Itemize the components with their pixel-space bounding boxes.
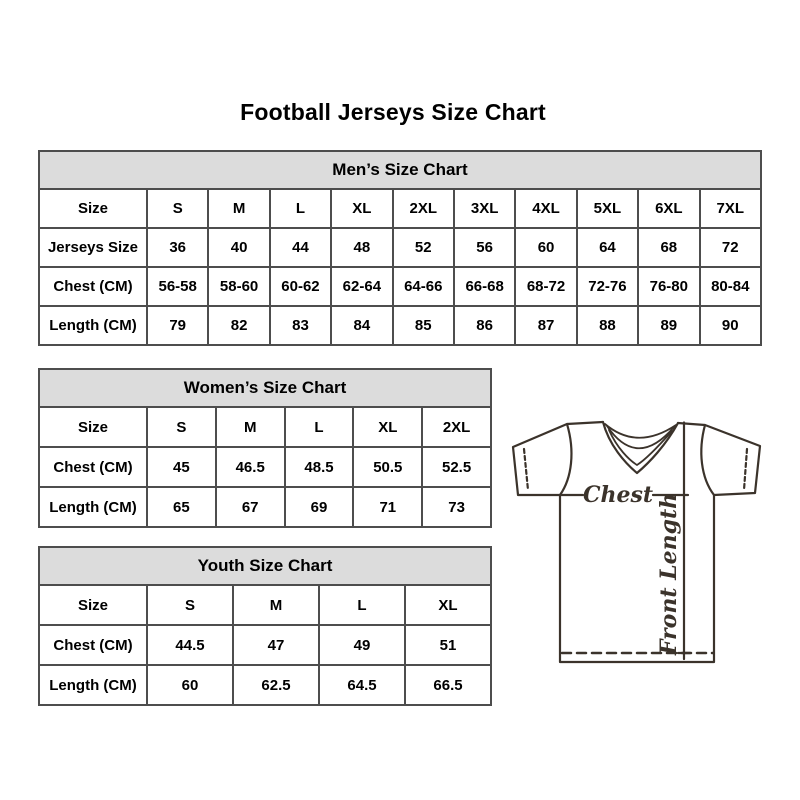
value-cell: 64.5: [319, 665, 405, 705]
value-cell: 79: [147, 306, 208, 345]
jersey-left-cuff-dashed-line: [524, 449, 528, 490]
value-cell: 64-66: [393, 267, 454, 306]
row-label-cell: Length (CM): [39, 306, 147, 345]
value-cell: 51: [405, 625, 491, 665]
value-cell: L: [285, 407, 354, 447]
value-cell: 73: [422, 487, 491, 527]
value-cell: L: [270, 189, 331, 228]
row-label-cell: Chest (CM): [39, 625, 147, 665]
size-data-row: [39, 306, 761, 345]
value-cell: 88: [577, 306, 638, 345]
value-cell: 48: [331, 228, 392, 267]
value-cell: M: [208, 189, 269, 228]
value-cell: 85: [393, 306, 454, 345]
value-cell: M: [233, 585, 319, 625]
value-cell: 82: [208, 306, 269, 345]
value-cell: XL: [331, 189, 392, 228]
value-cell: 89: [638, 306, 699, 345]
value-cell: 87: [515, 306, 576, 345]
size-data-row: [39, 487, 491, 527]
size-data-row: [39, 665, 491, 705]
value-cell: 36: [147, 228, 208, 267]
value-cell: XL: [353, 407, 422, 447]
row-label-cell: Length (CM): [39, 665, 147, 705]
value-cell: 71: [353, 487, 422, 527]
value-cell: 49: [319, 625, 405, 665]
value-cell: 65: [147, 487, 216, 527]
value-cell: 64: [577, 228, 638, 267]
size-data-row: [39, 267, 761, 306]
youth-size-chart-title: Youth Size Chart: [38, 546, 492, 586]
row-label-cell: Length (CM): [39, 487, 147, 527]
value-cell: 62-64: [331, 267, 392, 306]
value-cell: 80-84: [700, 267, 761, 306]
value-cell: 48.5: [285, 447, 354, 487]
jersey-measurement-diagram: [505, 413, 768, 675]
womens-size-table: [38, 406, 492, 528]
row-label-cell: Jerseys Size: [39, 228, 147, 267]
value-cell: 67: [216, 487, 285, 527]
value-cell: 50.5: [353, 447, 422, 487]
row-label-cell: Size: [39, 585, 147, 625]
jersey-left-armhole-seam: [560, 424, 571, 495]
row-label-cell: Chest (CM): [39, 447, 147, 487]
value-cell: 47: [233, 625, 319, 665]
value-cell: 56-58: [147, 267, 208, 306]
value-cell: 45: [147, 447, 216, 487]
row-label-cell: Size: [39, 189, 147, 228]
value-cell: 44.5: [147, 625, 233, 665]
jersey-outline: [513, 422, 760, 662]
mens-size-chart-section: [38, 150, 762, 346]
youth-size-chart-section: [38, 546, 492, 706]
size-header-row: [39, 585, 491, 625]
value-cell: S: [147, 407, 216, 447]
value-cell: 83: [270, 306, 331, 345]
row-label-cell: Size: [39, 407, 147, 447]
value-cell: 5XL: [577, 189, 638, 228]
value-cell: 68-72: [515, 267, 576, 306]
value-cell: M: [216, 407, 285, 447]
value-cell: 90: [700, 306, 761, 345]
womens-size-chart-title: Women’s Size Chart: [38, 368, 492, 408]
jersey-right-cuff-dashed-line: [744, 449, 747, 490]
value-cell: 62.5: [233, 665, 319, 705]
size-header-row: [39, 189, 761, 228]
value-cell: S: [147, 585, 233, 625]
mens-size-chart-title: Men’s Size Chart: [38, 150, 762, 190]
value-cell: 86: [454, 306, 515, 345]
value-cell: 60: [147, 665, 233, 705]
chest-label: Chest: [582, 482, 654, 508]
value-cell: 60: [515, 228, 576, 267]
value-cell: 56: [454, 228, 515, 267]
jersey-right-armhole-seam: [701, 425, 714, 495]
value-cell: 52.5: [422, 447, 491, 487]
front-length-label: Front Length: [656, 492, 682, 656]
size-data-row: [39, 228, 761, 267]
value-cell: 3XL: [454, 189, 515, 228]
page-title: Football Jerseys Size Chart: [240, 99, 546, 125]
value-cell: 46.5: [216, 447, 285, 487]
value-cell: 7XL: [700, 189, 761, 228]
value-cell: 40: [208, 228, 269, 267]
mens-size-table: [38, 188, 762, 346]
value-cell: 76-80: [638, 267, 699, 306]
value-cell: 72-76: [577, 267, 638, 306]
size-data-row: [39, 447, 491, 487]
value-cell: 2XL: [422, 407, 491, 447]
value-cell: 44: [270, 228, 331, 267]
youth-size-table: [38, 584, 492, 706]
womens-size-chart-section: [38, 368, 492, 528]
value-cell: 69: [285, 487, 354, 527]
row-label-cell: Chest (CM): [39, 267, 147, 306]
value-cell: 68: [638, 228, 699, 267]
value-cell: 66-68: [454, 267, 515, 306]
value-cell: 66.5: [405, 665, 491, 705]
value-cell: 58-60: [208, 267, 269, 306]
value-cell: 2XL: [393, 189, 454, 228]
value-cell: 4XL: [515, 189, 576, 228]
value-cell: 84: [331, 306, 392, 345]
value-cell: 52: [393, 228, 454, 267]
value-cell: S: [147, 189, 208, 228]
value-cell: 6XL: [638, 189, 699, 228]
value-cell: 60-62: [270, 267, 331, 306]
value-cell: 72: [700, 228, 761, 267]
value-cell: L: [319, 585, 405, 625]
size-data-row: [39, 625, 491, 665]
size-header-row: [39, 407, 491, 447]
value-cell: XL: [405, 585, 491, 625]
